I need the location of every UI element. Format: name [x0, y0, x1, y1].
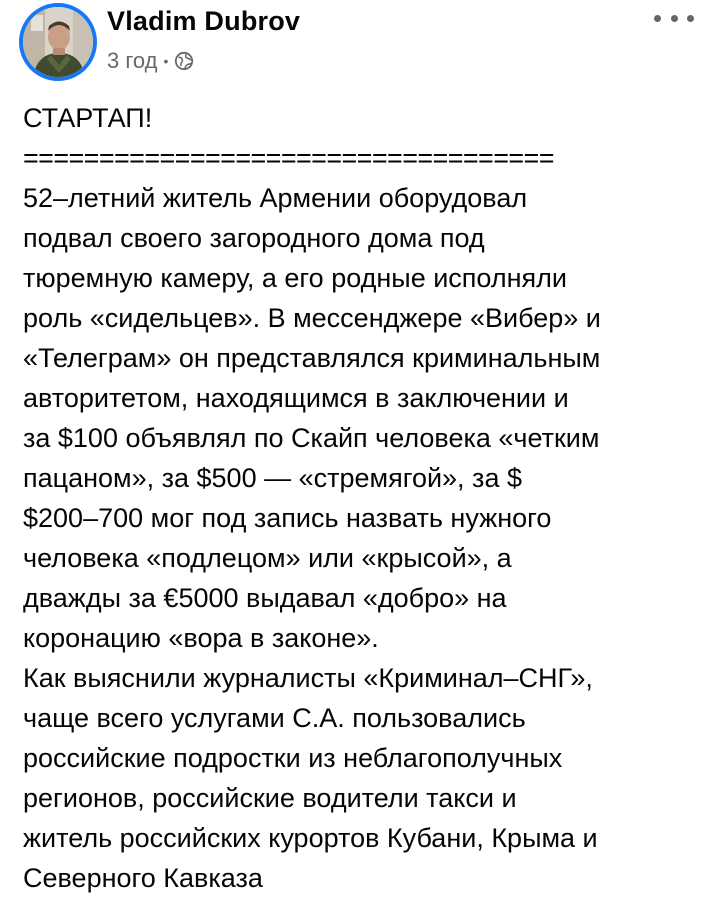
- post-text-line: тюремную камеру, а его родные исполняли: [23, 263, 567, 293]
- avatar-image: [23, 7, 93, 77]
- author-name[interactable]: Vladim Dubrov: [107, 6, 301, 36]
- post-text-line: пацаном», за $500 — «стремягой», за $: [23, 463, 522, 493]
- post-text-line: регионов, российские водители такси и: [23, 783, 517, 813]
- globe-icon: [174, 51, 194, 71]
- post-text-line: житель российских курортов Кубани, Крыма и: [23, 823, 598, 853]
- post-text-line: подвал своего загородного дома под: [23, 223, 485, 253]
- post-text-separator: ===================================: [23, 143, 554, 173]
- post-text: [23, 98, 713, 898]
- post-text-line: человека «подлецом» или «крысой», а: [23, 543, 512, 573]
- more-options-icon-dot: [654, 15, 661, 22]
- more-options-button[interactable]: [654, 6, 694, 30]
- meta-separator-dot: •: [163, 53, 169, 69]
- post-text-line: авторитетом, находящимся в заключении и: [23, 383, 569, 413]
- post-text-line: за $100 объявлял по Скайп человека «четким: [23, 423, 600, 453]
- post-text-line: Как выяснили журналисты «Криминал–СНГ»,: [23, 663, 593, 693]
- avatar[interactable]: [23, 7, 93, 77]
- post-timestamp[interactable]: 3 год: [107, 48, 158, 73]
- more-options-icon-dot: [671, 15, 678, 22]
- post-text-line: Северного Кавказа: [23, 863, 263, 893]
- post-text-line: российские подростки из неблагополучных: [23, 743, 563, 773]
- avatar-story-ring[interactable]: [19, 3, 97, 81]
- post-meta: [107, 46, 194, 76]
- post-text-line: дважды за €5000 выдавал «добро» на: [23, 583, 507, 613]
- post-text-line: $200–700 мог под запись назвать нужного: [23, 503, 552, 533]
- post-text-line: роль «сидельцев». В мессенджере «Вибер» и: [23, 303, 601, 333]
- post-text-line: «Телеграм» он представлялся криминальным: [23, 343, 601, 373]
- post-text-line: чаще всего услугами С.А. пользовались: [23, 703, 526, 733]
- post-text-line: 52–летний житель Армении оборудовал: [23, 183, 528, 213]
- post-text-line: коронацию «вора в законе».: [23, 623, 379, 653]
- more-options-icon-dot: [687, 15, 694, 22]
- post-header: [0, 0, 720, 90]
- post-text-line: СТАРТАП!: [23, 103, 153, 133]
